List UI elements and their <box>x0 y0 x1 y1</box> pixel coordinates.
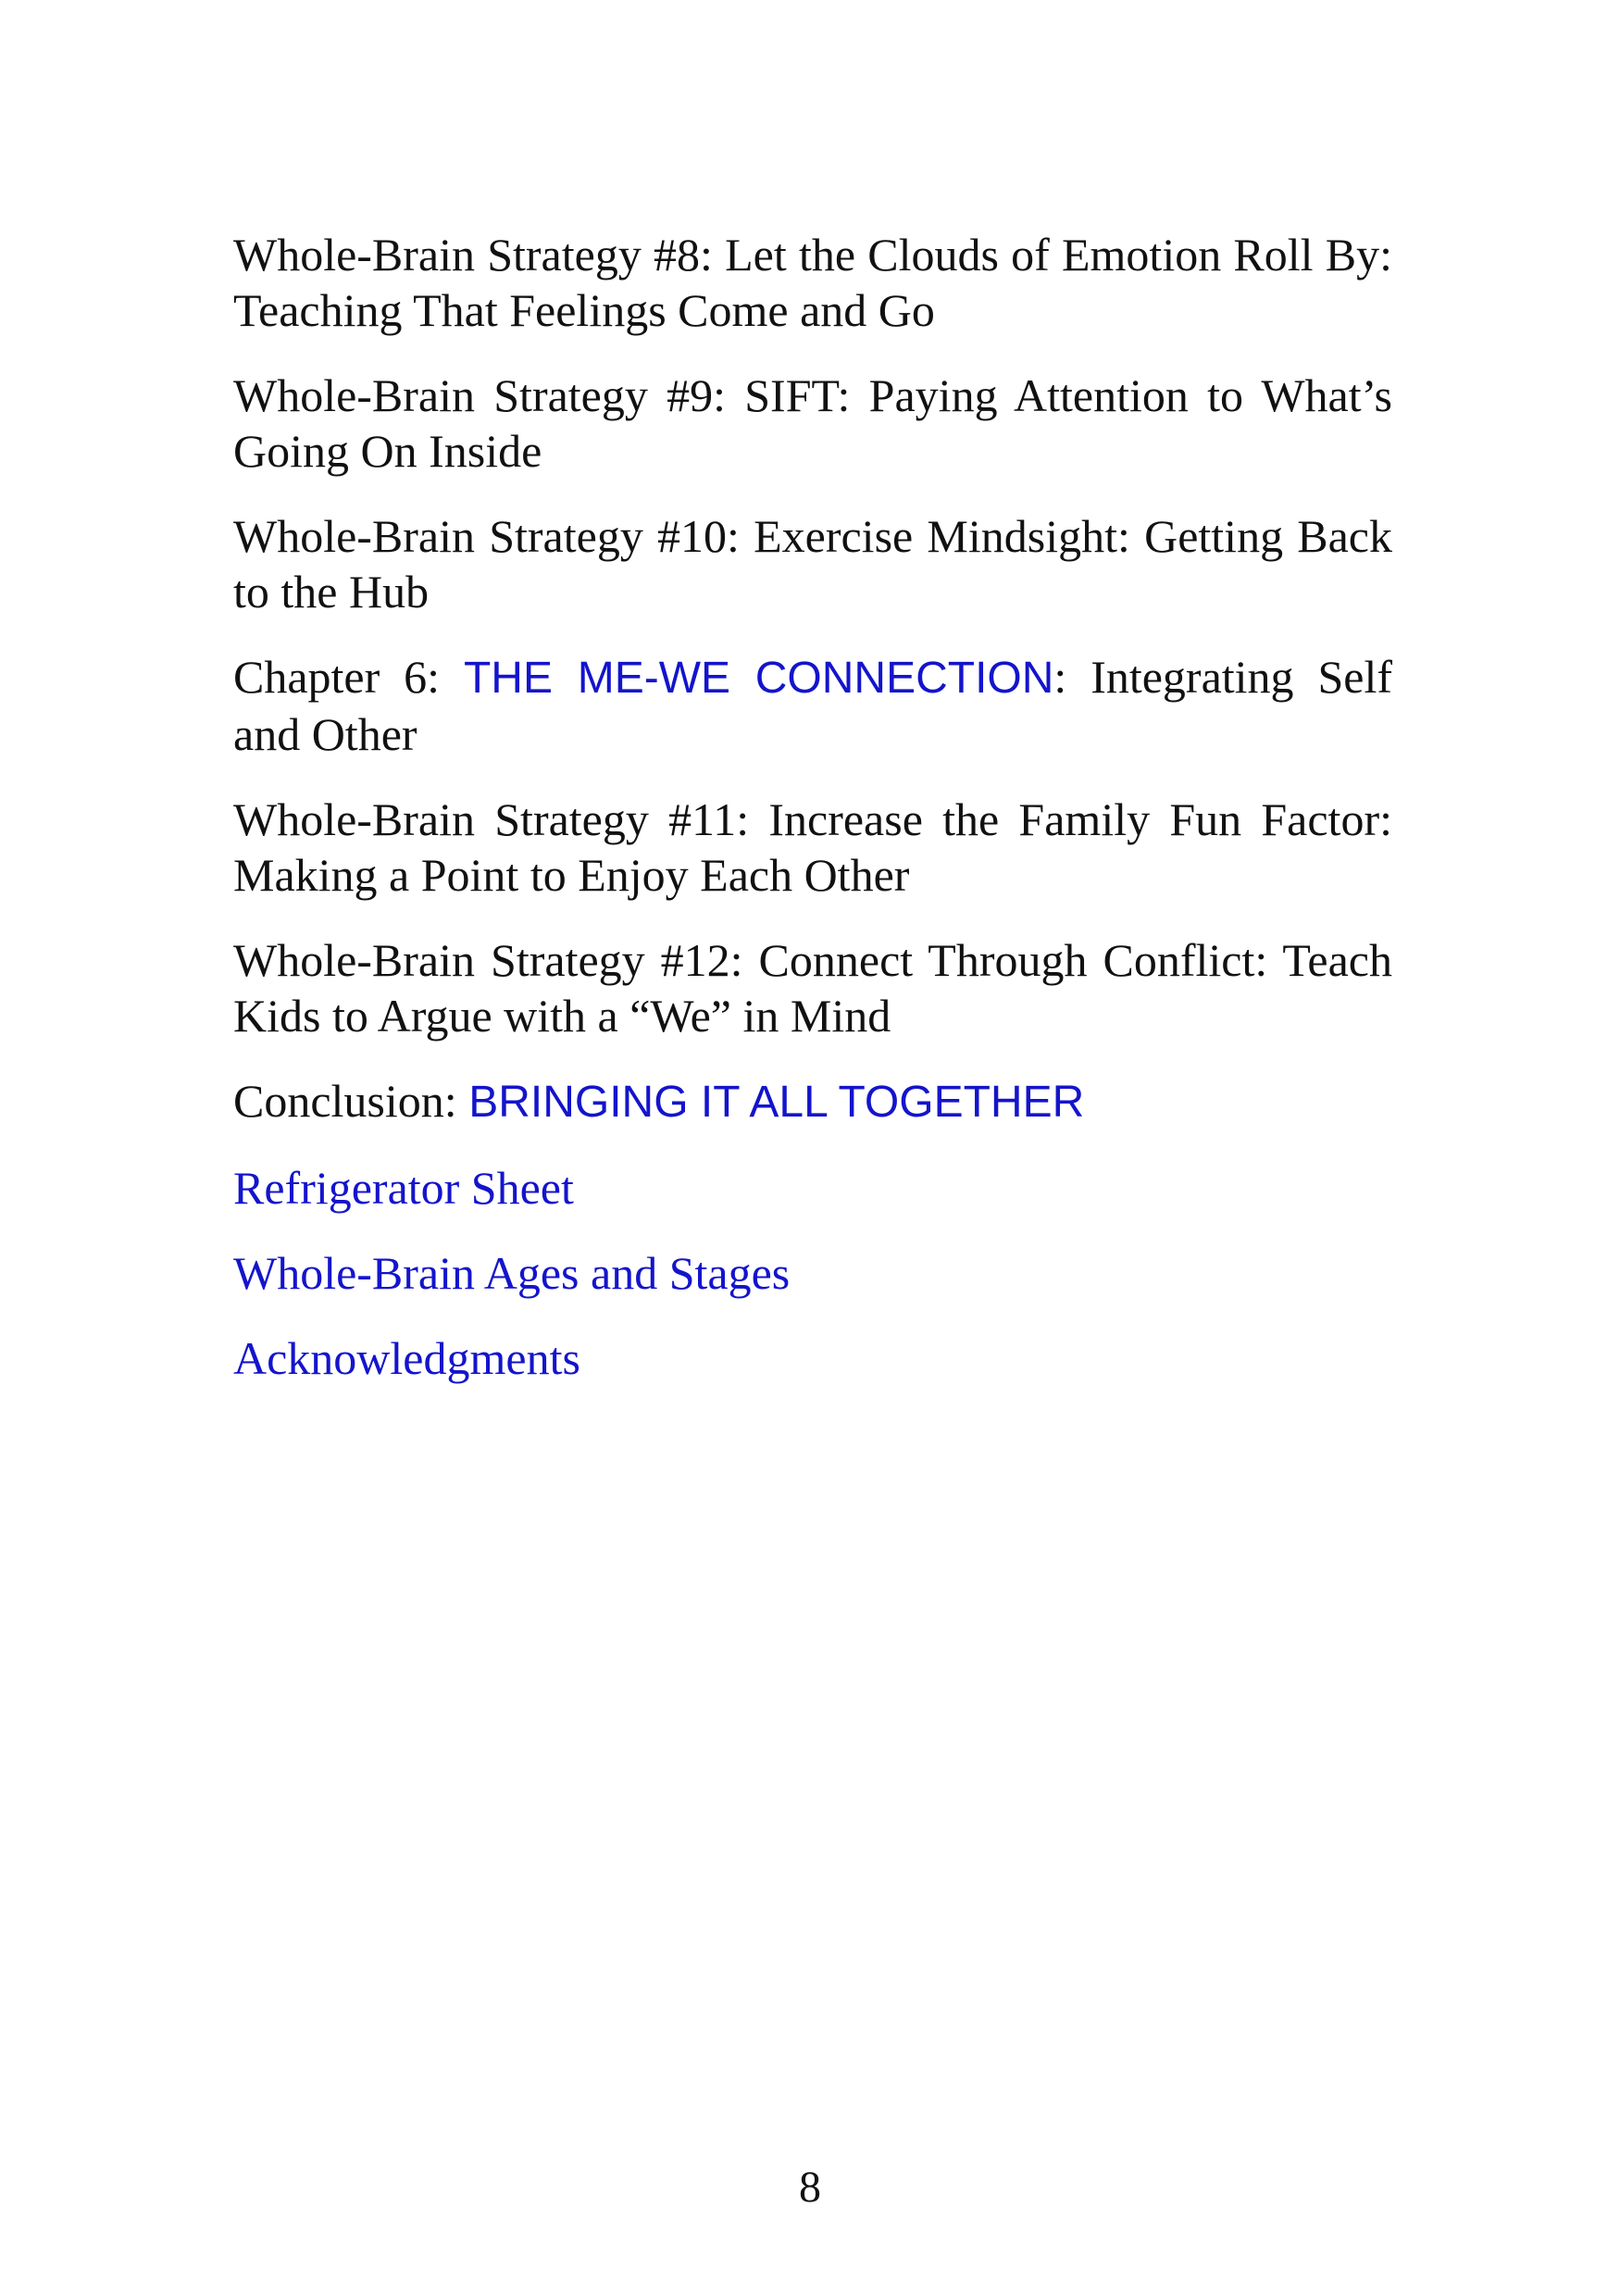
toc-entry-prefix: Conclusion: <box>233 1075 469 1127</box>
chapter-6-link[interactable]: THE ME-WE CONNECTION <box>463 654 1054 703</box>
toc-entry-text: Whole-Brain Strategy #12: Connect Through Conflict: Teach Kids to Argue with a “We” in Mind <box>233 934 1392 1042</box>
toc-entry-ages-and-stages <box>233 1245 1392 1301</box>
toc-entry-strategy-12 <box>233 932 1392 1043</box>
toc-entry-text: Whole-Brain Strategy #10: Exercise Mindsight: Getting Back to the Hub <box>233 510 1392 618</box>
toc-entry-strategy-10 <box>233 508 1392 619</box>
toc-entry-strategy-8 <box>233 227 1392 338</box>
refrigerator-sheet-link[interactable]: Refrigerator Sheet <box>233 1162 574 1214</box>
table-of-contents <box>233 227 1392 1416</box>
conclusion-link[interactable]: BRINGING IT ALL TOGETHER <box>468 1078 1085 1127</box>
toc-entry-suffix: : Integrating Self and Other <box>233 651 1392 760</box>
page-number: 8 <box>799 2163 821 2212</box>
ages-and-stages-link[interactable]: Whole-Brain Ages and Stages <box>233 1247 791 1299</box>
toc-entry-text: Whole-Brain Strategy #9: SIFT: Paying Attention to What’s Going On Inside <box>233 369 1392 477</box>
toc-entry-conclusion <box>233 1073 1392 1130</box>
toc-entry-text: Whole-Brain Strategy #8: Let the Clouds of Emotion Roll By: Teaching That Feelings Come and Go <box>233 229 1392 336</box>
toc-entry-prefix: Chapter 6: <box>233 651 464 703</box>
toc-entry-text: Whole-Brain Strategy #11: Increase the Family Fun Factor: Making a Point to Enjoy Each Other <box>233 793 1392 901</box>
toc-entry-strategy-11 <box>233 792 1392 903</box>
toc-entry-chapter-6 <box>233 649 1392 762</box>
toc-entry-acknowledgments <box>233 1330 1392 1386</box>
toc-entry-refrigerator-sheet <box>233 1160 1392 1216</box>
acknowledgments-link[interactable]: Acknowledgments <box>233 1332 580 1384</box>
toc-entry-strategy-9 <box>233 368 1392 479</box>
